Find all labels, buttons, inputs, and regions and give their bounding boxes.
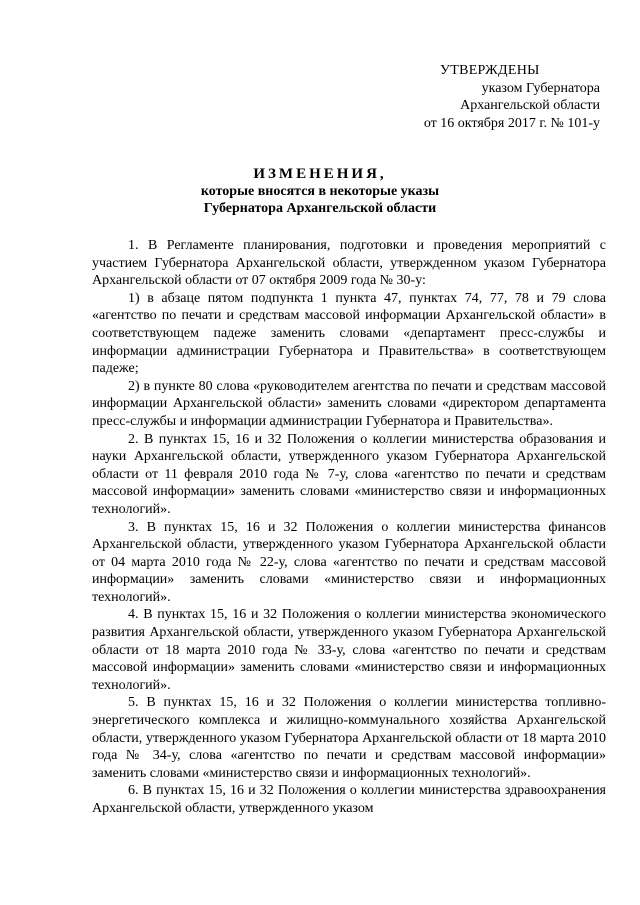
heading-title: ИЗМЕНЕНИЯ, (253, 166, 387, 182)
paragraph-item-3: 3. В пунктах 15, 16 и 32 Положения о коллегии министерства финансов Архангельской области, утвержденного указом Губернатора Архангельской области от 04 марта 2010 года № 22-у, слова «агентство по печати и средствам массовой информации» заменить словами «министерство связи и информационных технологий». (92, 519, 606, 605)
approval-line-2: Архангельской области (460, 98, 600, 113)
approval-line-1: указом Губернатора (481, 80, 600, 96)
paragraph-item-5: 5. В пунктах 15, 16 и 32 Положения о коллегии министерства топливно-энергетического комплекса и жилищно-коммунального хозяйства Архангельской области, утвержденного указом Губернатора Архангельской области от 18 марта 2010 года № 34-у, слова «агентство по печати и средствам массовой информации» заменить словами «министерство связи и информационных технологий». (92, 695, 606, 781)
document-heading (90, 165, 550, 217)
document-body (92, 237, 606, 818)
approval-line-3: от 16 октября 2017 г. № 101-у (423, 115, 600, 131)
paragraph-subitem-1-1: 1) в абзаце пятом подпункта 1 пункта 47, пунктах 74, 77, 78 и 79 слова «агентство по печати и средствам массовой информации Архангельской области» в соответствующем падеже заменить словами «департамент пресс-службы и информации администрации Губернатора и Правительства» в соответствующем падеже; (92, 290, 606, 377)
approval-title: УТВЕРЖДЕНЫ (440, 63, 540, 78)
paragraph-subitem-1-2: 2) в пункте 80 слова «руководителем агентства по печати и средствам массовой информации Архангельской области» заменить словами «директором департамента пресс-службы и информации администрации Губернатора и Правительства». (92, 378, 606, 429)
paragraph-item-2: 2. В пунктах 15, 16 и 32 Положения о коллегии министерства образования и науки Архангельской области, утвержденного указом Губернатора Архангельской области от 11 февраля 2010 года № 7-у, слова «агентство по печати и средствам массовой информации» заменить словами «министерство связи и информационных технологий». (92, 431, 606, 517)
approval-block (380, 62, 600, 132)
paragraph-item-4: 4. В пунктах 15, 16 и 32 Положения о коллегии министерства экономического развития Архангельской области, утвержденного указом Губернатора Архангельской области от 18 марта 2010 года № 33-у, слова «агентство по печати и средствам массовой информации» заменить словами «министерство связи и информационных технологий». (92, 607, 606, 693)
paragraph-item-6: 6. В пунктах 15, 16 и 32 Положения о коллегии министерства здравоохранения Архангельской области, утвержденного указом (92, 783, 606, 816)
heading-subtitle-2: Губернатора Архангельской области (203, 201, 437, 216)
paragraph-item-1: 1. В Регламенте планирования, подготовки и проведения мероприятий с участием Губернатора Архангельской области, утвержденном указом Губернатора Архангельской области от 07 октября 2009 года № 30-у: (92, 238, 606, 289)
heading-subtitle-1: которые вносятся в некоторые указы (200, 184, 440, 199)
